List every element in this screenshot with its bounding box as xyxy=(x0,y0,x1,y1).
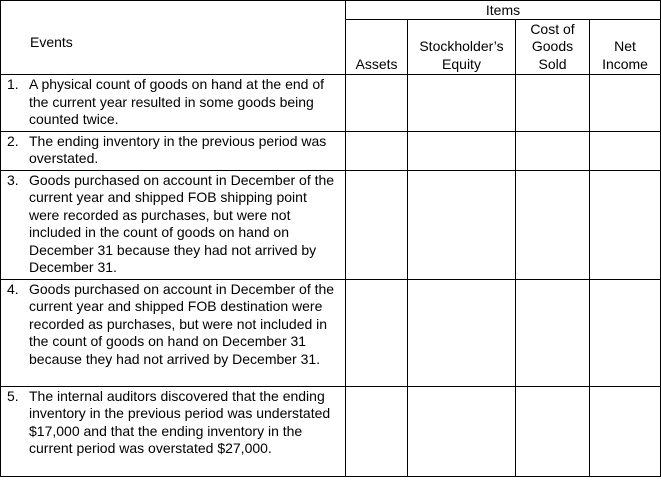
assets-column-header xyxy=(346,20,408,75)
event-number: 5. xyxy=(7,387,19,404)
event-cell xyxy=(1,75,346,132)
net-income-cell[interactable] xyxy=(590,386,661,476)
net-income-cell[interactable] xyxy=(590,279,661,386)
assets-cell[interactable] xyxy=(346,170,408,279)
event-cell xyxy=(1,386,346,476)
equity-cell[interactable] xyxy=(408,75,516,132)
cogs-cell[interactable] xyxy=(516,386,590,476)
table-row xyxy=(1,170,661,279)
equity-column-label: Stockholder’s Equity xyxy=(419,38,504,72)
assets-cell[interactable] xyxy=(346,279,408,386)
equity-cell[interactable] xyxy=(408,131,516,170)
table-row xyxy=(1,386,661,476)
table-row xyxy=(1,131,661,170)
event-cell xyxy=(1,170,346,279)
assets-cell[interactable] xyxy=(346,75,408,132)
table-row xyxy=(1,279,661,386)
event-description: Goods purchased on account in December of the current year and shipped FOB shipping point were recorded as purchases, but were not included in the count of goods on hand on December 31 because they had not arrived by December 31. xyxy=(29,171,335,275)
net-income-cell[interactable] xyxy=(590,75,661,132)
event-description: The internal auditors discovered that the ending inventory in the previous period was understated $17,000 and that the ending inventory in the current period was overstated $27,000. xyxy=(29,387,331,456)
equity-column-header xyxy=(408,20,516,75)
assets-cell[interactable] xyxy=(346,131,408,170)
event-number: 4. xyxy=(7,280,19,297)
cogs-cell[interactable] xyxy=(516,170,590,279)
event-description: A physical count of goods on hand at the end of the current year resulted in some goods being counted twice. xyxy=(29,76,324,127)
assets-column-label: Assets xyxy=(355,55,398,72)
items-header: Items xyxy=(346,1,661,20)
net-income-column-header xyxy=(590,20,661,75)
net-income-column-label: Net Income xyxy=(602,38,648,72)
equity-cell[interactable] xyxy=(408,386,516,476)
event-cell xyxy=(1,131,346,170)
event-number: 1. xyxy=(7,76,19,92)
event-cell xyxy=(1,279,346,386)
events-header: Events xyxy=(1,1,346,75)
cogs-column-header xyxy=(516,20,590,75)
cogs-column-label: Cost of Goods Sold xyxy=(530,20,575,72)
event-description: Goods purchased on account in December of the current year and shipped FOB destination were recorded as purchases, but were not included in the count of goods on hand on December 31 because they had not arrived by December 31. xyxy=(29,280,335,367)
net-income-cell[interactable] xyxy=(590,170,661,279)
table-row xyxy=(1,75,661,132)
event-number: 2. xyxy=(7,132,19,149)
event-description: The ending inventory in the previous period was overstated. xyxy=(29,132,327,166)
equity-cell[interactable] xyxy=(408,170,516,279)
net-income-cell[interactable] xyxy=(590,131,661,170)
assets-cell[interactable] xyxy=(346,386,408,476)
cogs-cell[interactable] xyxy=(516,279,590,386)
event-number: 3. xyxy=(7,171,19,188)
equity-cell[interactable] xyxy=(408,279,516,386)
cogs-cell[interactable] xyxy=(516,75,590,132)
cogs-cell[interactable] xyxy=(516,131,590,170)
